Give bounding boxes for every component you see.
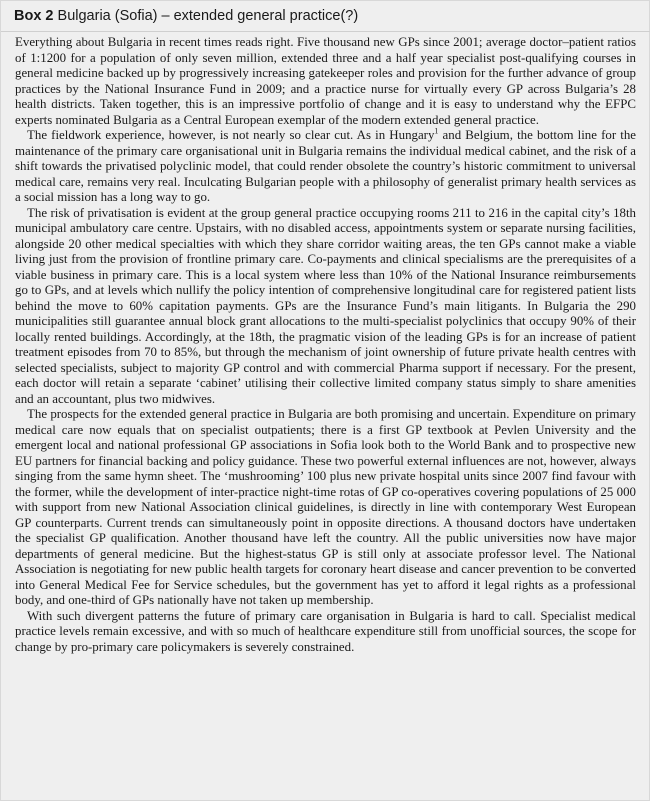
paragraph-1 — [15, 35, 636, 128]
paragraph-5 — [15, 609, 636, 656]
paragraph-text: and Belgium, the bottom line for the maintenance of the primary care organisational unit in Bulgaria remains the individual medical cabinet, and the risk of a shift towards the privatised polyclinic model, that could render obsolete the country’s historic commitment to universal medical care, remains very real. Inculcating Bulgarian people with a philosophy of generalist primary health services as a social mission has a long way to go. — [15, 128, 636, 204]
paragraph-3 — [15, 206, 636, 408]
paragraph-text: The prospects for the extended general practice in Bulgaria are both promising and uncertain. Expenditure on primary medical care now equals that on specialist outpatients; there is a first GP textbook at Pevlen University and the emergent local and national professional GP associations in Sofia look both to the World Bank and to prospective new EU partners for financial backing and policy guidance. These two powerful external influences are not, however, always singing from the same hymn sheet. The ‘mushrooming’ 100 plus new private hospital units since 2007 find favour with the former, while the development of inter-practice night-time rotas of GP co-operatives covering populations of 25 000 with support from new National Association clinical guidelines, is directly in line with contemporary West European GP counterparts. Current trends can simultaneously point in opposite directions. A thousand doctors have undertaken the specialist GP qualification. Another thousand have left the country. All the public universities now have major departments of general medicine. But the highest-status GP is still only at associate professor level. The National Association is negotiating for new public health targets for coronary heart disease and cancer prevention to be converted into General Medical Fee for Service schedules, but the government has yet to afford it legal rights as a professional body, and one-third of GPs nationally have not taken up membership. — [15, 407, 636, 607]
box-title-text: Bulgaria (Sofia) – extended general practice(?) — [57, 8, 359, 24]
paragraph-2 — [15, 128, 636, 206]
paragraph-text: Everything about Bulgaria in recent times reads right. Five thousand new GPs since 2001; average doctor–patient ratios of 1:1200 for a population of only seven million, extended three and a half year specialist post-qualifying courses in general medicine backed up by progressively increasing gatekeeper roles and provision for the further advance of group practices by the National Insurance Fund in 2009; and a practice nurse for virtually every GP across Bulgaria’s 28 health districts. Taken together, this is an impressive portfolio of change and it is easy to understand why the EFPC experts nominated Bulgaria as a Central European exemplar of the modern extended general practice. — [15, 35, 636, 127]
footnote-ref: 1 — [434, 126, 439, 136]
paragraph-text: The fieldwork experience, however, is not nearly so clear cut. As in Hungary — [27, 128, 435, 142]
box-body — [15, 35, 636, 655]
box-title — [14, 7, 640, 26]
title-divider — [1, 31, 650, 32]
box-number: Box 2 — [14, 8, 54, 24]
paragraph-text: With such divergent patterns the future of primary care organisation in Bulgaria is hard to call. Specialist medical practice levels remain excessive, and with so much of healthcare expenditure still from unofficial sources, the scope for change by pro-primary care policymakers is severely constrained. — [15, 608, 636, 654]
paragraph-4 — [15, 407, 636, 609]
paragraph-text: The risk of privatisation is evident at the group general practice occupying rooms 211 to 216 in the capital city’s 18th municipal ambulatory care centre. Upstairs, with no disabled access, appointments system or separate nursing facilities, alongside 20 other medical specialties with which they share corridor waiting areas, the ten GPs cannot make a viable living just from the provision of frontline primary care. Co-payments and clinical specialisms are the prerequisites of a viable business in primary care. This is a local system where less than 10% of the National Insurance reimbursements go to GPs, and at levels which nullify the policy intention of comprehensive longitudinal care for registered patient lists behind the move to 60% capitation payments. GPs are the Insurance Fund’s main litigants. In Bulgaria the 290 municipalities still guarantee annual block grant allocations to the multi-specialist polyclinics that occupy 90% of their locally rented buildings. Accordingly, at the 18th, the pragmatic vision of the leading GPs is for an increase of patient treatment episodes from 70 to 85%, but through the mechanism of joint ownership of future private health centres with selected specialists, subject to majority GP control and with commercial Pharma support if necessary. For the present, each doctor will retain a separate ‘cabinet’ utilising their collective limited company status simply to share amenities and an accountant, plus two midwives. — [15, 205, 636, 406]
